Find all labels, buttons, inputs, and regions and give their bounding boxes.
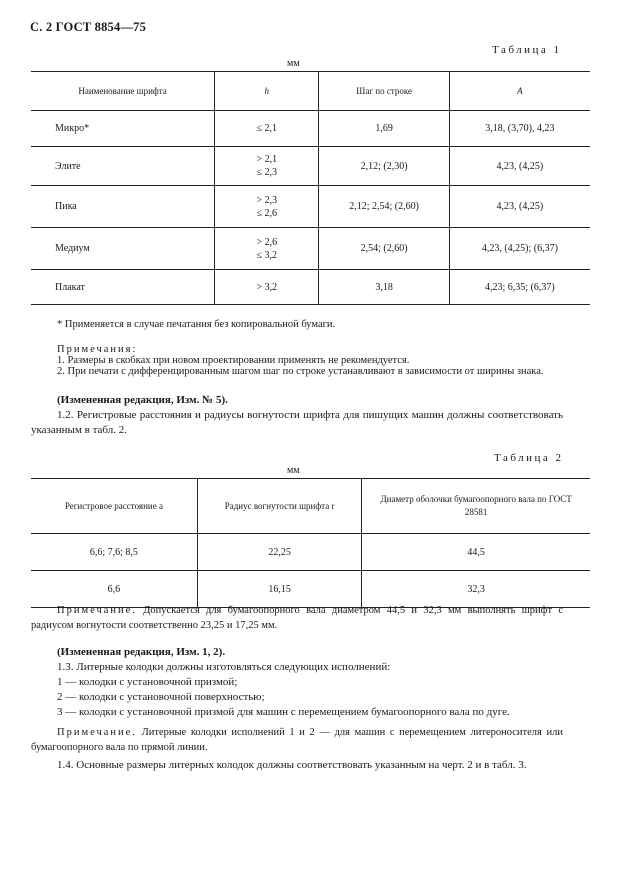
register-value: 6,6; 7,6; 8,5 bbox=[31, 534, 197, 571]
table-row bbox=[31, 186, 590, 228]
h-value bbox=[215, 270, 319, 305]
diameter-value: 44,5 bbox=[362, 534, 590, 571]
revision-note: (Измененная редакция, Изм. 1, 2). bbox=[57, 646, 226, 658]
register-value: 6,6 bbox=[31, 571, 197, 608]
h-line: > 3,2 bbox=[256, 281, 278, 293]
h-line: ≤ 2,1 bbox=[256, 123, 278, 134]
note-2-heading: Примечание. bbox=[57, 605, 137, 616]
table-row bbox=[31, 270, 590, 305]
table1-col-a: A bbox=[449, 72, 590, 111]
a-value: 3,18, (3,70), 4,23 bbox=[449, 111, 590, 147]
a-value: 4,23, (4,25) bbox=[449, 147, 590, 186]
list-item: 2 — колодки с установочной поверхностью; bbox=[57, 691, 265, 703]
font-name: Элите bbox=[31, 147, 215, 186]
h-line: > 2,1 bbox=[256, 154, 278, 165]
note-3 bbox=[31, 725, 563, 755]
table1-col-name: Наименование шрифта bbox=[31, 72, 215, 111]
h-value bbox=[215, 186, 319, 228]
note-item: 1. Размеры в скобках при новом проектировании применять не рекомендуется. bbox=[57, 355, 410, 366]
radius-value: 16,15 bbox=[197, 571, 362, 608]
h-line: ≤ 2,3 bbox=[256, 167, 278, 178]
table1-col-h: h bbox=[215, 72, 319, 111]
h-line: ≤ 2,6 bbox=[256, 207, 278, 219]
step-value: 2,12; 2,54; (2,60) bbox=[319, 186, 449, 228]
h-line: > 2,6 bbox=[256, 236, 278, 248]
font-name: Плакат bbox=[31, 270, 215, 305]
h-line: ≤ 3,2 bbox=[256, 249, 278, 261]
list-item: 3 — колодки с установочной призмой для машин с перемещением бумагоопорного вала по дуге. bbox=[57, 706, 510, 718]
table-row bbox=[31, 228, 590, 270]
note-2 bbox=[31, 603, 563, 633]
note-item: 2. При печати с дифференцированным шагом шаг по строке устанавливают в зависимости от ширины знака. bbox=[57, 366, 544, 377]
list-item: 1 — колодки с установочной призмой; bbox=[57, 676, 238, 688]
note-2-text: Допускается для бумагоопорного вала диаметром 44,5 и 32,3 мм выполнять шрифт с радиусом вогнутости соответственно 23,25 и 17,25 мм. bbox=[31, 605, 563, 631]
table-row bbox=[31, 111, 590, 147]
table2-col-radius: Радиус вогнутости шрифта r bbox=[197, 479, 362, 534]
paragraph-1-4: 1.4. Основные размеры литерных колодок должны соответствовать указанным на черт. 2 и в табл. 3. bbox=[57, 759, 527, 771]
paragraph-1-2: 1.2. Регистровые расстояния и радиусы вогнутости шрифта для пишущих машин должны соответствовать указанным в табл. 2. bbox=[31, 409, 563, 436]
page-header: С. 2 ГОСТ 8854—75 bbox=[30, 20, 147, 34]
note-3-heading: Примечание. bbox=[57, 727, 137, 738]
font-name: Медиум bbox=[31, 228, 215, 270]
table1-unit: мм bbox=[287, 58, 300, 69]
table1-col-step: Шаг по строке bbox=[319, 72, 449, 111]
table2-col-register: Регистровое расстояние a bbox=[31, 479, 197, 534]
table2-col-diameter: Диаметр оболочки бумагоопорного вала по ГОСТ 28581 bbox=[362, 479, 590, 534]
table1 bbox=[31, 71, 590, 305]
a-value: 4,23; 6,35; (6,37) bbox=[449, 270, 590, 305]
font-name: Микро* bbox=[31, 111, 215, 147]
footnote: * Применяется в случае печатания без копировальной бумаги. bbox=[57, 319, 336, 330]
a-value: 4,23, (4,25); (6,37) bbox=[449, 228, 590, 270]
table2-caption: Таблица 2 bbox=[494, 452, 564, 464]
step-value: 3,18 bbox=[319, 270, 449, 305]
table-row bbox=[31, 534, 590, 571]
h-value bbox=[215, 111, 319, 147]
h-value bbox=[215, 228, 319, 270]
table1-caption: Таблица 1 bbox=[492, 44, 562, 56]
notes-heading: Примечания: bbox=[57, 344, 138, 355]
radius-value: 22,25 bbox=[197, 534, 362, 571]
table-row bbox=[31, 571, 590, 608]
h-value bbox=[215, 147, 319, 186]
table2 bbox=[31, 478, 590, 608]
paragraph-1-3: 1.3. Литерные колодки должны изготовляться следующих исполнений: bbox=[57, 661, 391, 673]
note-3-text: Литерные колодки исполнений 1 и 2 — для машин с перемещением литероносителя или бумагоопорного вала по прямой линии. bbox=[31, 727, 563, 753]
table2-header-row bbox=[31, 479, 590, 534]
h-line: > 2,3 bbox=[256, 194, 278, 206]
step-value: 1,69 bbox=[319, 111, 449, 147]
step-value: 2,12; (2,30) bbox=[319, 147, 449, 186]
a-value: 4,23, (4,25) bbox=[449, 186, 590, 228]
step-value: 2,54; (2,60) bbox=[319, 228, 449, 270]
table1-header-row bbox=[31, 72, 590, 111]
diameter-value: 32,3 bbox=[362, 571, 590, 608]
font-name: Пика bbox=[31, 186, 215, 228]
revision-note: (Измененная редакция, Изм. № 5). bbox=[57, 394, 228, 406]
table2-unit: мм bbox=[287, 465, 300, 476]
table-row bbox=[31, 147, 590, 186]
